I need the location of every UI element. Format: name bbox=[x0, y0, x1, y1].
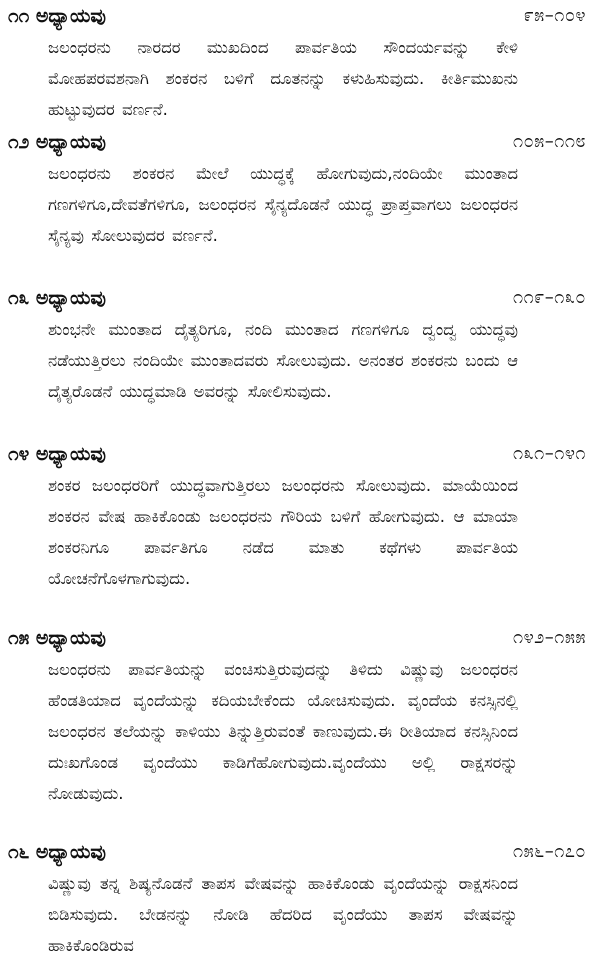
chapter-heading bbox=[8, 2, 586, 30]
chapter-summary: ಶಂಕರ ಜಲಂಧರರಿಗೆ ಯುದ್ಧವಾಗುತ್ತಿರಲು ಜಲಂಧರನು ಸೋಲುವುದು. ಮಾಯೆಯಿಂದ ಶಂಕರನ ವೇಷ ಹಾಕಿಕೊಂಡು ಜಲಂಧರನು ಗೌರಿಯ ಬಳಿಗೆ ಹೋಗುವುದು. ಆ ಮಾಯಾ ಶಂಕರನಿಗೂ ಪಾರ್ವತಿಗೂ ನಡೆದ ಮಾತು ಕಥೆಗಳು ಪಾರ್ವತಿಯ ಯೋಚನೆಗೊಳಗಾಗುವುದು. bbox=[48, 476, 518, 588]
chapter-heading bbox=[8, 128, 586, 156]
chapter-summary: ಶುಂಭನೇ ಮುಂತಾದ ದೈತ್ಯರಿಗೂ, ನಂದಿ ಮುಂತಾದ ಗಣಗಳಿಗೂ ದ್ವಂದ್ವ ಯುದ್ಧವು ನಡೆಯುತ್ತಿರಲು ನಂದಿಯೇ ಮುಂತಾದವರು ಸೋಲುವುದು. ಅನಂತರ ಶಂಕರನು ಬಂದು ಆ ದೈತ್ಯರೊಡನೆ ಯುದ್ಧಮಾಡಿ ಅವರನ್ನು ಸೋಲಿಸುವುದು. bbox=[48, 320, 518, 401]
chapter-heading bbox=[8, 838, 586, 866]
chapter-heading bbox=[8, 624, 586, 652]
chapter-title: ೧೨ ಅಧ್ಯಾಯವು bbox=[8, 131, 106, 153]
chapter-title: ೧೬ ಅಧ್ಯಾಯವು bbox=[8, 841, 106, 863]
chapter-title: ೧೧ ಅಧ್ಯಾಯವು bbox=[8, 5, 106, 27]
chapter-summary: ವಿಷ್ಣುವು ತನ್ನ ಶಿಷ್ಯನೊಡನೆ ತಾಪಸ ವೇಷವನ್ನು ಹಾಕಿಕೊಂಡು ವೃಂದೆಯನ್ನು ರಾಕ್ಷಸನಿಂದ ಬಿಡಿಸುವುದು. ಬೇಡನನ್ನು ನೋಡಿ ಹೆದರಿದ ವೃಂದೆಯು ತಾಪಸ ವೇಷವನ್ನು ಹಾಕಿಕೊಂಡಿರುವ bbox=[48, 874, 518, 955]
chapter-page-range: ೧೦೫–೧೧೮ bbox=[513, 131, 586, 152]
chapter-page-range: ೧೩೧–೧೪೧ bbox=[513, 443, 586, 464]
chapter-heading bbox=[8, 284, 586, 312]
chapter-heading bbox=[8, 440, 586, 468]
chapter-page-range: ೯೫–೧೦೪ bbox=[523, 5, 586, 26]
chapter-title: ೧೫ ಅಧ್ಯಾಯವು bbox=[8, 627, 106, 649]
chapter-page-range: ೧೪೨–೧೫೫ bbox=[513, 627, 586, 648]
chapter-title: ೧೪ ಅಧ್ಯಾಯವು bbox=[8, 443, 106, 465]
chapter-summary: ಜಲಂಧರನು ಶಂಕರನ ಮೇಲೆ ಯುದ್ಧಕ್ಕೆ ಹೋಗುವುದು,ನಂದಿಯೇ ಮುಂತಾದ ಗಣಗಳಿಗೂ,ದೇವತೆಗಳಿಗೂ, ಜಲಂಧರನ ಸೈನ್ಯದೊಡನೆ ಯುದ್ಧ ಪ್ರಾಪ್ತವಾಗಲು ಜಲಂಧರನ ಸೈನ್ಯವು ಸೋಲುವುದರ ವರ್ಣನೆ. bbox=[48, 164, 518, 245]
chapter-summary: ಜಲಂಧರನು ನಾರದರ ಮುಖದಿಂದ ಪಾರ್ವತಿಯ ಸೌಂದರ್ಯವನ್ನು ಕೇಳಿ ಮೋಹಪರವಶನಾಗಿ ಶಂಕರನ ಬಳಿಗೆ ದೂತನನ್ನು ಕಳುಹಿಸುವುದು. ಕೀರ್ತಿಮುಖನು ಹುಟ್ಟುವುದರ ವರ್ಣನೆ. bbox=[48, 38, 518, 119]
chapter-page-range: ೧೧೯–೧೩೦ bbox=[513, 287, 586, 308]
chapter-title: ೧೩ ಅಧ್ಯಾಯವು bbox=[8, 287, 106, 309]
chapter-summary: ಜಲಂಧರನು ಪಾರ್ವತಿಯನ್ನು ವಂಚಿಸುತ್ತಿರುವುದನ್ನು ತಿಳಿದು ವಿಷ್ಣುವು ಜಲಂಧರನ ಹೆಂಡತಿಯಾದ ವೃಂದೆಯನ್ನು ಕದಿಯಬೇಕೆಂದು ಯೋಚಿಸುವುದು. ವೃಂದೆಯ ಕನಸ್ಸಿನಲ್ಲಿ ಜಲಂಧರನ ತಲೆಯನ್ನು ಕಾಳಿಯು ತಿನ್ನುತ್ತಿರುವಂತೆ ಕಾಣುವುದು.ಈ ರೀತಿಯಾದ ಕನಸ್ಸಿನಿಂದ ದುಃಖಗೊಂಡ ವೃಂದೆಯು ಕಾಡಿಗೆಹೋಗುವುದು.ವೃಂದೆಯು ಅಲ್ಲಿ ರಾಕ್ಷಸರನ್ನು ನೋಡುವುದು. bbox=[48, 660, 518, 803]
chapter-page-range: ೧೫೬–೧೭೦ bbox=[513, 841, 586, 862]
